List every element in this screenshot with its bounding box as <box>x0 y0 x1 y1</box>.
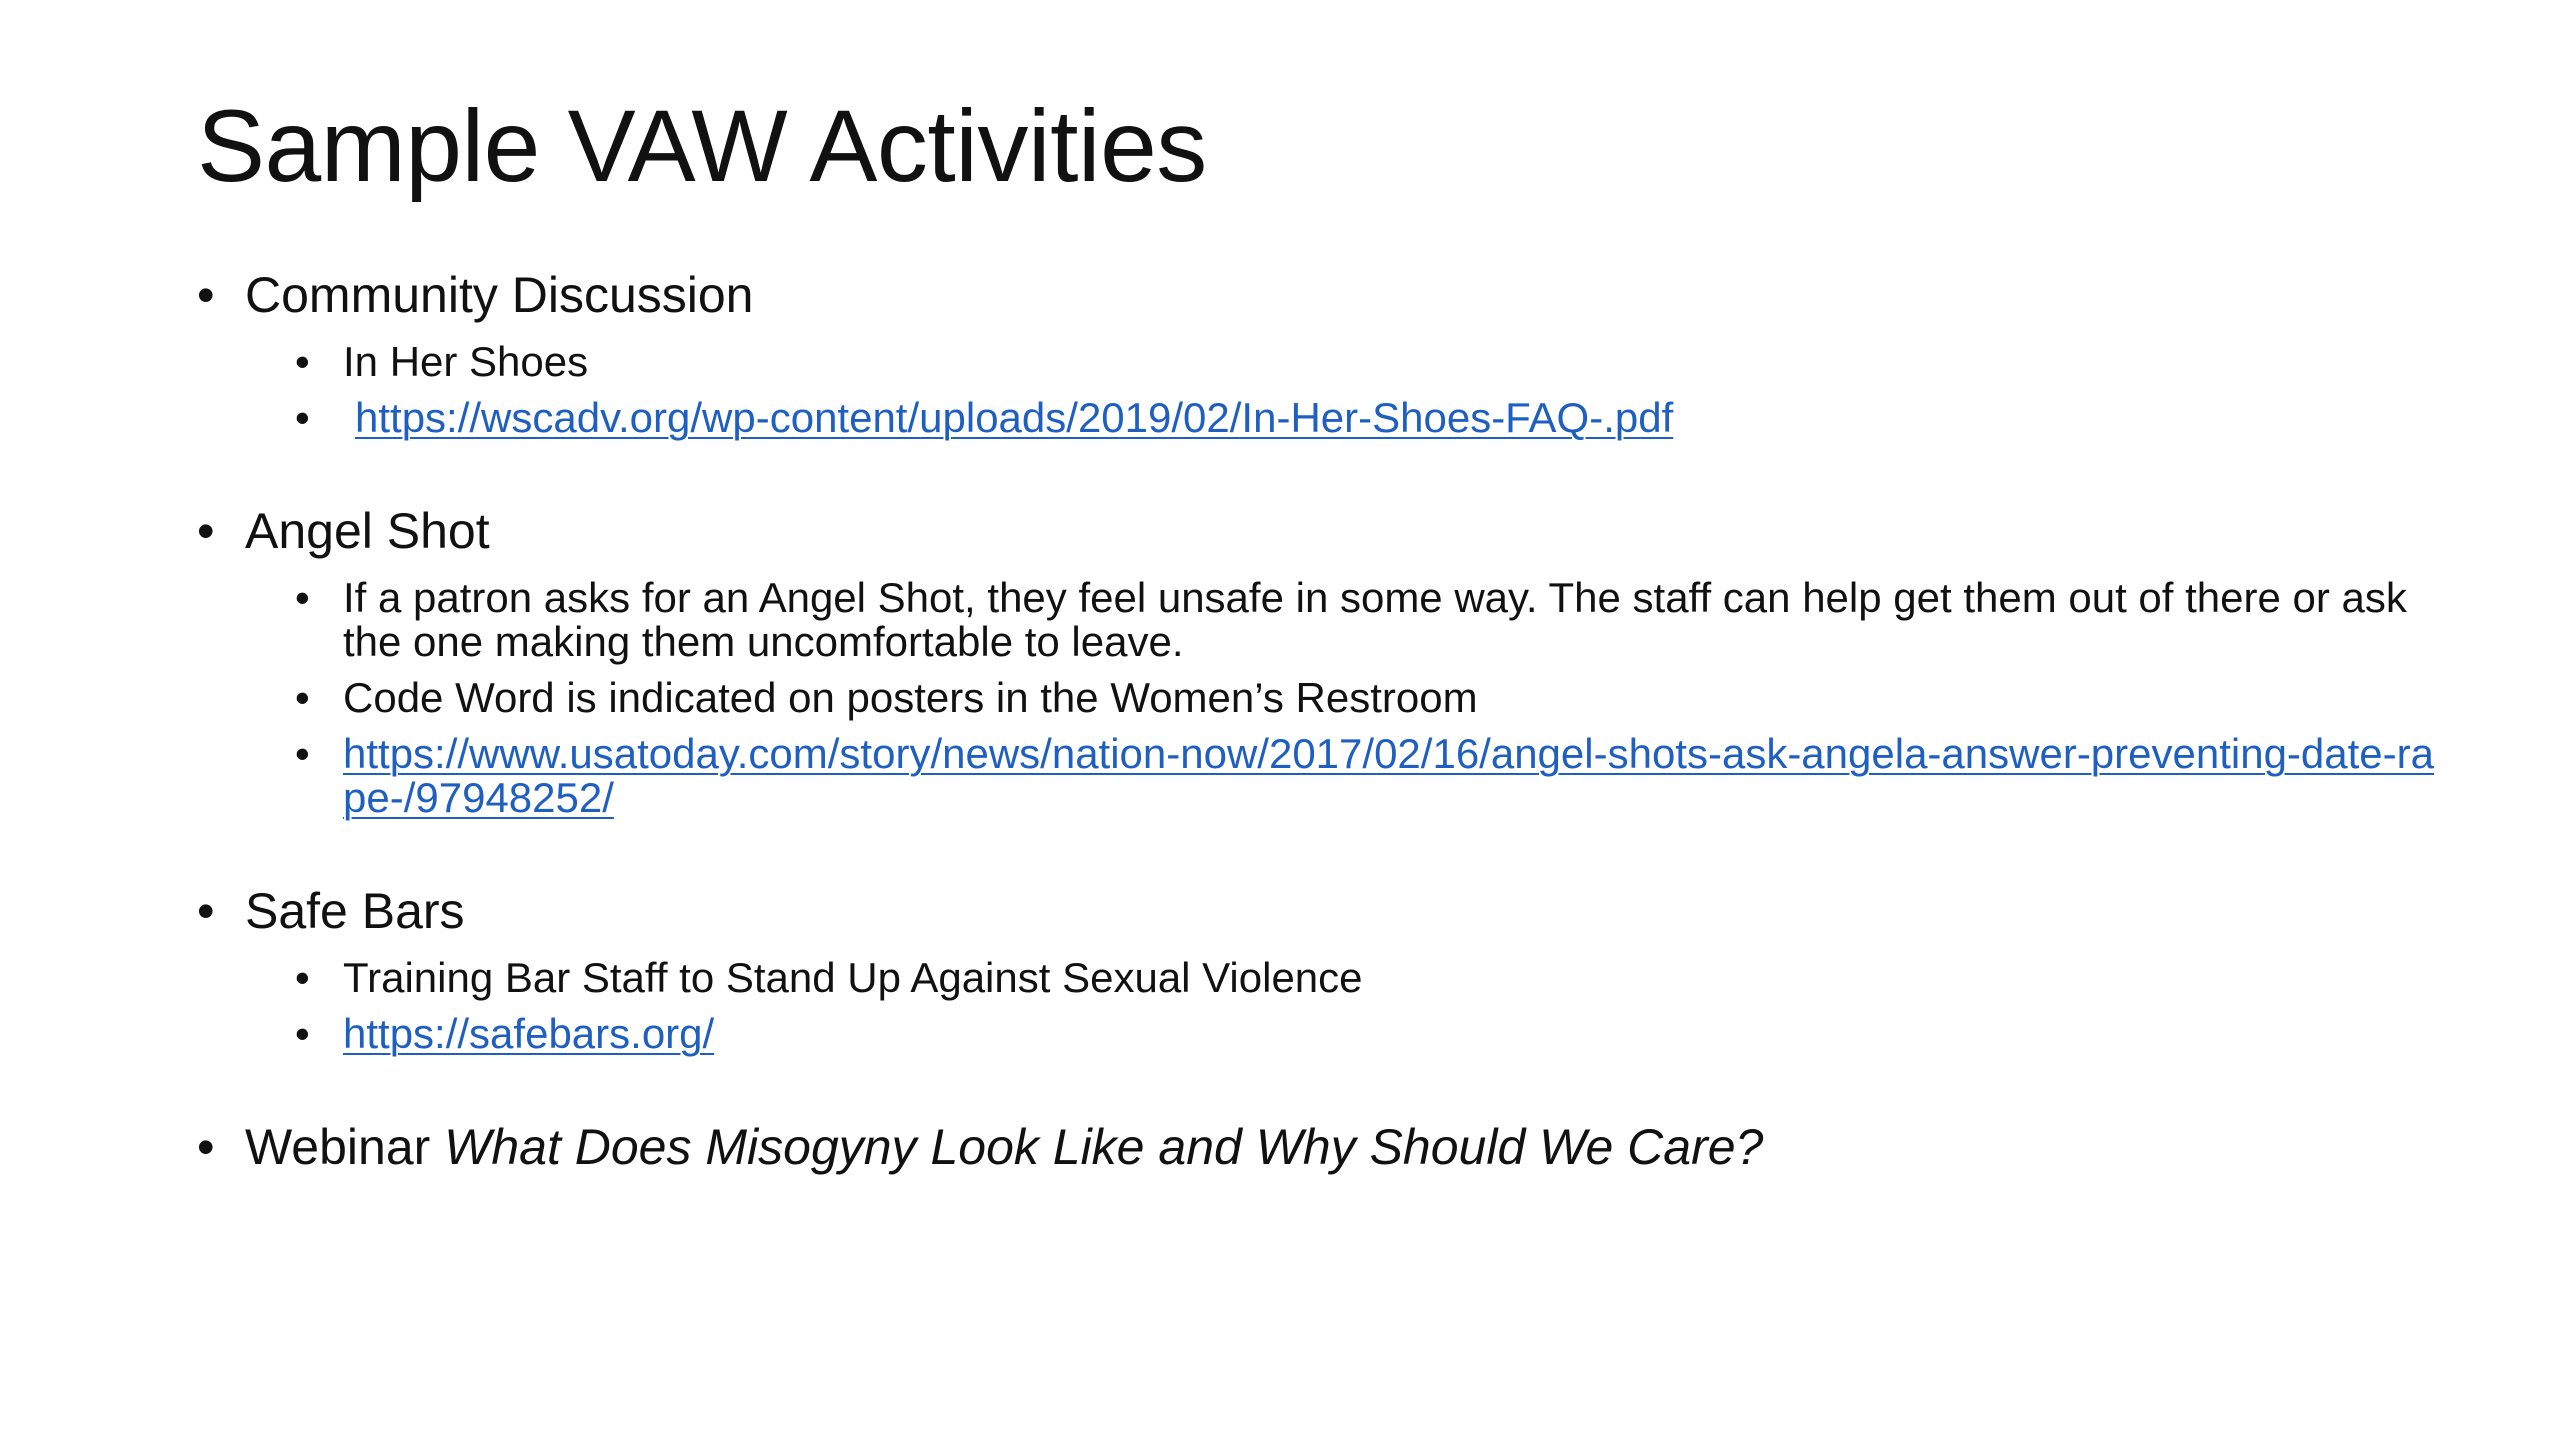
wscadv-link[interactable]: https://wscadv.org/wp-content/uploads/2019/02/In-Her-Shoes-FAQ-.pdf <box>355 394 1674 441</box>
bullet-dot: • <box>295 674 310 721</box>
slide-title: Sample VAW Activities <box>197 89 1207 203</box>
bullet-safe-bars <box>197 878 2447 944</box>
bullet-dot: • <box>295 730 310 777</box>
bullet-dot: • <box>295 954 310 1001</box>
webinar-title: What Does Misogyny Look Like and Why Should We Care? <box>444 1119 1764 1175</box>
sub-bullet <box>295 1010 2447 1057</box>
bullet-community-discussion <box>197 262 2447 328</box>
bullet-dot: • <box>295 574 310 621</box>
usatoday-link[interactable]: https://www.usatoday.com/story/news/nation-now/2017/02/16/angel-shots-ask-angela-answer-preventing-date-rape-/97948252/ <box>343 730 2434 821</box>
bullet-heading: Angel Shot <box>245 503 490 559</box>
bullet-dot: • <box>295 338 310 385</box>
sub-bullet <box>295 730 2447 821</box>
bullet-heading: Safe Bars <box>245 883 465 939</box>
sub-bullet <box>295 338 2447 385</box>
bullet-dot: • <box>295 1010 310 1057</box>
safebars-link[interactable]: https://safebars.org/ <box>343 1010 715 1057</box>
sub-bullet-text: Code Word is indicated on posters in the Women’s Restroom <box>343 674 1478 721</box>
sub-bullet <box>295 674 2447 721</box>
sub-bullet <box>295 394 2447 441</box>
bullet-webinar <box>197 1114 2447 1180</box>
bullet-dot: • <box>295 394 310 441</box>
bullet-angel-shot <box>197 498 2447 564</box>
bullet-heading: Community Discussion <box>245 267 754 323</box>
sub-bullet <box>295 574 2447 665</box>
sub-bullet-text: In Her Shoes <box>343 338 589 385</box>
sub-bullet-text: Training Bar Staff to Stand Up Against Sexual Violence <box>343 954 1363 1001</box>
sub-bullet <box>295 954 2447 1001</box>
bullet-heading-prefix: Webinar <box>245 1119 445 1175</box>
sub-bullet-text: If a patron asks for an Angel Shot, they feel unsafe in some way. The staff can help get them out of there or ask the one making them uncomfortable to leave. <box>343 574 2407 665</box>
bullet-list <box>197 262 2447 1180</box>
